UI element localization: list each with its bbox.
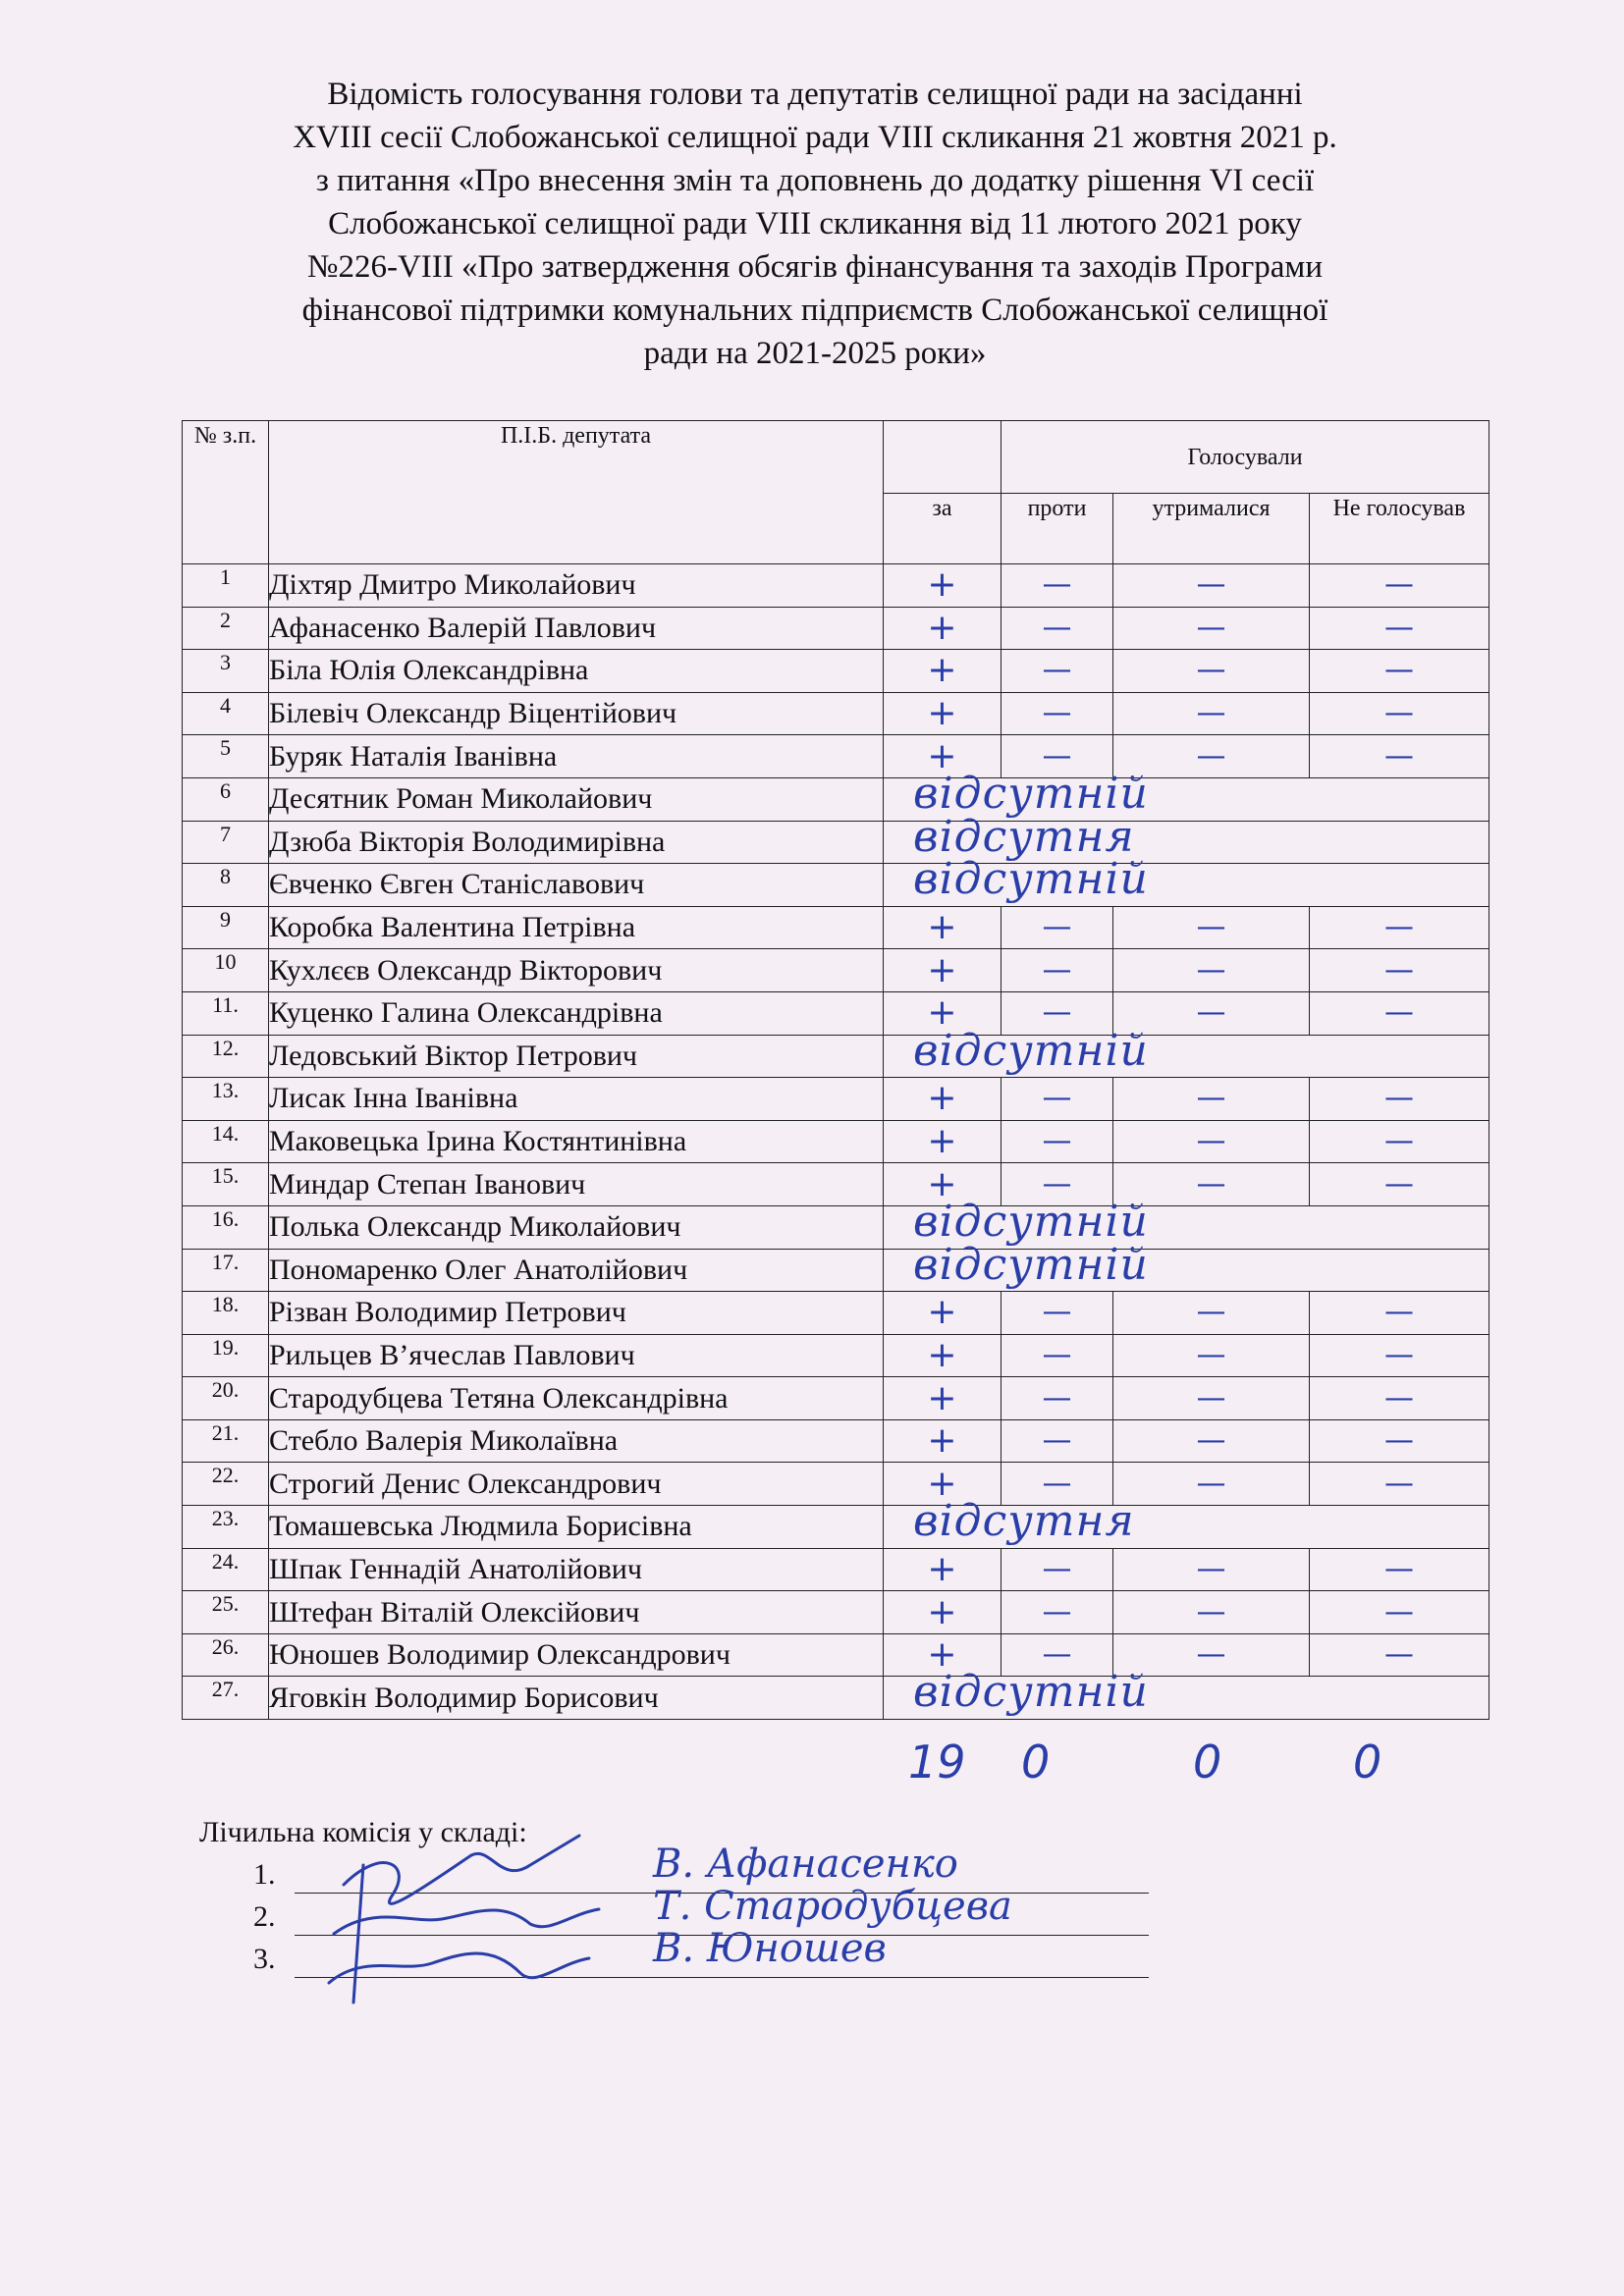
commission-label: Лічильна комісія у складі: bbox=[199, 1816, 527, 1848]
vote-for-mark-cell bbox=[884, 692, 1001, 735]
title-line: Слобожанської селищної ради VIII скликання від 11 лютого 2021 року bbox=[328, 206, 1302, 241]
vote-abstained-mark: — bbox=[1196, 1423, 1226, 1459]
absent-mark: відсутня bbox=[913, 811, 1135, 862]
table-row bbox=[183, 735, 1489, 778]
row-number: 25. bbox=[183, 1591, 269, 1634]
row-number: 3 bbox=[183, 650, 269, 693]
voting-table-body bbox=[183, 564, 1489, 1720]
vote-for-mark: + bbox=[927, 564, 957, 606]
vote-against-mark: — bbox=[1042, 1466, 1072, 1501]
vote-not-voted-mark-cell bbox=[1310, 735, 1489, 778]
vote-for-mark-cell bbox=[884, 1120, 1001, 1163]
vote-against-mark-cell bbox=[1001, 650, 1113, 693]
deputy-name: Штефан Віталій Олексійович bbox=[269, 1591, 884, 1634]
vote-not-voted-mark-cell bbox=[1310, 1419, 1489, 1463]
vote-for-mark-cell bbox=[884, 1377, 1001, 1420]
vote-not-voted-mark: — bbox=[1384, 952, 1415, 988]
absent-mark: відсутній bbox=[913, 1239, 1149, 1290]
vote-abstained-mark-cell bbox=[1113, 1078, 1310, 1121]
row-number: 13. bbox=[183, 1078, 269, 1121]
voting-table bbox=[182, 420, 1489, 1720]
absent-mark: відсутній bbox=[913, 768, 1149, 819]
vote-not-voted-mark: — bbox=[1384, 1081, 1415, 1116]
commission-member-name: В. Афанасенко bbox=[653, 1842, 958, 1887]
vote-not-voted-mark: — bbox=[1384, 1124, 1415, 1159]
signature-stroke bbox=[353, 1865, 363, 2002]
vote-abstained-mark-cell bbox=[1113, 692, 1310, 735]
vote-against-mark: — bbox=[1042, 1337, 1072, 1372]
vote-not-voted-mark-cell bbox=[1310, 564, 1489, 608]
vote-abstained-mark-cell bbox=[1113, 1419, 1310, 1463]
table-row bbox=[183, 692, 1489, 735]
vote-for-mark-cell bbox=[884, 1548, 1001, 1591]
vote-for-mark: + bbox=[927, 949, 957, 990]
absent-cell bbox=[884, 1667, 1489, 1720]
vote-against-mark-cell bbox=[1001, 1120, 1113, 1163]
total-abstained: 0 bbox=[1193, 1735, 1222, 1789]
vote-against-mark-cell bbox=[1001, 1377, 1113, 1420]
row-number: 4 bbox=[183, 692, 269, 735]
vote-not-voted-mark: — bbox=[1384, 1637, 1415, 1673]
title-line: з питання «Про внесення змін та доповнень до додатку рішення VI сесії bbox=[315, 163, 1315, 198]
row-number: 19. bbox=[183, 1334, 269, 1377]
vote-against-mark: — bbox=[1042, 696, 1072, 731]
vote-against-mark: — bbox=[1042, 1423, 1072, 1459]
document-title bbox=[177, 73, 1453, 375]
commission-member-name: Т. Стародубцева bbox=[653, 1884, 1012, 1929]
signature-3 bbox=[329, 1953, 589, 1983]
vote-against-mark: — bbox=[1042, 995, 1072, 1031]
vote-for-mark-cell bbox=[884, 607, 1001, 650]
row-number: 1 bbox=[183, 564, 269, 608]
deputy-name: Стародубцева Тетяна Олександрівна bbox=[269, 1377, 884, 1420]
table-row bbox=[183, 1677, 1489, 1720]
vote-abstained-mark-cell bbox=[1113, 906, 1310, 949]
deputy-name: Маковецька Ірина Костянтинівна bbox=[269, 1120, 884, 1163]
deputy-name: Томашевська Людмила Борисівна bbox=[269, 1506, 884, 1549]
deputy-name: Стебло Валерія Миколаївна bbox=[269, 1419, 884, 1463]
table-row bbox=[183, 1205, 1489, 1249]
row-number: 8 bbox=[183, 864, 269, 907]
vote-not-voted-mark: — bbox=[1384, 1166, 1415, 1201]
row-number: 10 bbox=[183, 949, 269, 992]
vote-not-voted-mark-cell bbox=[1310, 1377, 1489, 1420]
absent-cell bbox=[884, 1239, 1489, 1292]
vote-for-mark: + bbox=[927, 650, 957, 691]
deputy-name: Кухлєєв Олександр Вікторович bbox=[269, 949, 884, 992]
deputy-name: Ледовський Віктор Петрович bbox=[269, 1035, 884, 1078]
row-number: 6 bbox=[183, 777, 269, 821]
table-row bbox=[183, 864, 1489, 907]
row-number: 23. bbox=[183, 1506, 269, 1549]
vote-not-voted-mark: — bbox=[1384, 1551, 1415, 1586]
vote-not-voted-mark-cell bbox=[1310, 1591, 1489, 1634]
vote-against-mark-cell bbox=[1001, 564, 1113, 608]
vote-for-mark: + bbox=[927, 1121, 957, 1162]
vote-against-mark-cell bbox=[1001, 1078, 1113, 1121]
vote-for-mark: + bbox=[927, 1420, 957, 1462]
row-number: 5 bbox=[183, 735, 269, 778]
deputy-name: Десятник Роман Миколайович bbox=[269, 777, 884, 821]
vote-not-voted-mark-cell bbox=[1310, 949, 1489, 992]
vote-abstained-mark: — bbox=[1196, 1466, 1226, 1501]
row-number: 20. bbox=[183, 1377, 269, 1420]
vote-against-mark-cell bbox=[1001, 607, 1113, 650]
vote-not-voted-mark-cell bbox=[1310, 906, 1489, 949]
table-row bbox=[183, 1548, 1489, 1591]
table-row bbox=[183, 777, 1489, 821]
vote-abstained-mark-cell bbox=[1113, 1377, 1310, 1420]
header-voted: Голосували bbox=[1001, 421, 1489, 494]
vote-abstained-mark-cell bbox=[1113, 564, 1310, 608]
vote-not-voted-mark: — bbox=[1384, 1466, 1415, 1501]
vote-against-mark: — bbox=[1042, 1551, 1072, 1586]
vote-against-mark-cell bbox=[1001, 1419, 1113, 1463]
vote-for-mark: + bbox=[927, 1463, 957, 1504]
absent-mark: відсутній bbox=[913, 1025, 1149, 1076]
vote-abstained-mark-cell bbox=[1113, 1463, 1310, 1506]
vote-for-mark-cell bbox=[884, 650, 1001, 693]
absent-mark: відсутній bbox=[913, 1667, 1149, 1718]
vote-for-mark: + bbox=[927, 1078, 957, 1119]
vote-against-mark: — bbox=[1042, 1295, 1072, 1330]
table-row bbox=[183, 1035, 1489, 1078]
absent-cell bbox=[884, 1496, 1489, 1549]
vote-for-mark: + bbox=[927, 1634, 957, 1676]
commission-num: 3. bbox=[253, 1943, 276, 1975]
table-row bbox=[183, 1377, 1489, 1420]
vote-not-voted-mark-cell bbox=[1310, 991, 1489, 1035]
vote-for-mark: + bbox=[927, 693, 957, 734]
table-row bbox=[183, 1120, 1489, 1163]
deputy-name: Дзюба Вікторія Володимирівна bbox=[269, 821, 884, 864]
table-row bbox=[183, 906, 1489, 949]
deputy-name: Полька Олександр Миколайович bbox=[269, 1205, 884, 1249]
vote-abstained-mark: — bbox=[1196, 1295, 1226, 1330]
vote-for-mark-cell bbox=[884, 1419, 1001, 1463]
vote-abstained-mark-cell bbox=[1113, 607, 1310, 650]
vote-against-mark-cell bbox=[1001, 1334, 1113, 1377]
vote-abstained-mark-cell bbox=[1113, 1292, 1310, 1335]
vote-against-mark: — bbox=[1042, 1166, 1072, 1201]
deputy-name: Юношев Володимир Олександрович bbox=[269, 1633, 884, 1677]
vote-abstained-mark: — bbox=[1196, 1637, 1226, 1673]
vote-abstained-mark: — bbox=[1196, 653, 1226, 688]
vote-for-mark-cell bbox=[884, 1591, 1001, 1634]
table-row bbox=[183, 1163, 1489, 1206]
header-for: за bbox=[884, 494, 1001, 564]
vote-abstained-mark: — bbox=[1196, 995, 1226, 1031]
vote-for-mark: + bbox=[927, 1163, 957, 1204]
vote-not-voted-mark-cell bbox=[1310, 1334, 1489, 1377]
title-line: фінансової підтримки комунальних підприємств Слобожанської селищної bbox=[301, 293, 1328, 328]
vote-against-mark: — bbox=[1042, 1380, 1072, 1415]
vote-abstained-mark: — bbox=[1196, 1380, 1226, 1415]
table-row bbox=[183, 564, 1489, 608]
deputy-name: Буряк Наталія Іванівна bbox=[269, 735, 884, 778]
row-number: 18. bbox=[183, 1292, 269, 1335]
vote-not-voted-mark: — bbox=[1384, 910, 1415, 945]
vote-not-voted-mark: — bbox=[1384, 696, 1415, 731]
row-number: 14. bbox=[183, 1120, 269, 1163]
table-row bbox=[183, 821, 1489, 864]
row-number: 27. bbox=[183, 1677, 269, 1720]
commission-num: 1. bbox=[253, 1858, 276, 1891]
absent-cell bbox=[884, 1025, 1489, 1078]
vote-abstained-mark-cell bbox=[1113, 1548, 1310, 1591]
vote-against-mark: — bbox=[1042, 653, 1072, 688]
table-row bbox=[183, 1292, 1489, 1335]
vote-abstained-mark-cell bbox=[1113, 650, 1310, 693]
row-number: 17. bbox=[183, 1249, 269, 1292]
deputy-name: Афанасенко Валерій Павлович bbox=[269, 607, 884, 650]
total-not-voted: 0 bbox=[1353, 1735, 1382, 1789]
header-name: П.І.Б. депутата bbox=[269, 421, 884, 564]
vote-against-mark-cell bbox=[1001, 1292, 1113, 1335]
row-number: 22. bbox=[183, 1463, 269, 1506]
vote-against-mark-cell bbox=[1001, 949, 1113, 992]
vote-not-voted-mark: — bbox=[1384, 1423, 1415, 1459]
vote-abstained-mark: — bbox=[1196, 952, 1226, 988]
title-line: Відомість голосування голови та депутатів селищної ради на засіданні bbox=[327, 77, 1303, 112]
table-row bbox=[183, 607, 1489, 650]
vote-against-mark: — bbox=[1042, 1594, 1072, 1629]
vote-for-mark: + bbox=[927, 607, 957, 648]
vote-for-mark-cell bbox=[884, 949, 1001, 992]
table-row bbox=[183, 1078, 1489, 1121]
absent-mark: відсутній bbox=[913, 1196, 1149, 1247]
vote-for-mark-cell bbox=[884, 1078, 1001, 1121]
vote-for-mark-cell bbox=[884, 1292, 1001, 1335]
vote-against-mark: — bbox=[1042, 738, 1072, 774]
row-number: 21. bbox=[183, 1419, 269, 1463]
table-row bbox=[183, 1633, 1489, 1677]
vote-abstained-mark: — bbox=[1196, 1124, 1226, 1159]
deputy-name: Яговкін Володимир Борисович bbox=[269, 1677, 884, 1720]
row-number: 26. bbox=[183, 1633, 269, 1677]
vote-against-mark-cell bbox=[1001, 692, 1113, 735]
vote-abstained-mark-cell bbox=[1113, 1334, 1310, 1377]
deputy-name: Різван Володимир Петрович bbox=[269, 1292, 884, 1335]
table-row bbox=[183, 1334, 1489, 1377]
vote-against-mark: — bbox=[1042, 1124, 1072, 1159]
row-number: 24. bbox=[183, 1548, 269, 1591]
deputy-name: Білевіч Олександр Віцентійович bbox=[269, 692, 884, 735]
table-row bbox=[183, 650, 1489, 693]
vote-abstained-mark: — bbox=[1196, 567, 1226, 603]
vote-for-mark: + bbox=[927, 1591, 957, 1632]
vote-abstained-mark: — bbox=[1196, 610, 1226, 645]
vote-not-voted-mark-cell bbox=[1310, 692, 1489, 735]
deputy-name: Миндар Степан Іванович bbox=[269, 1163, 884, 1206]
vote-for-mark: + bbox=[927, 1334, 957, 1375]
vote-not-voted-mark: — bbox=[1384, 1594, 1415, 1629]
table-row bbox=[183, 1249, 1489, 1292]
vote-not-voted-mark-cell bbox=[1310, 1292, 1489, 1335]
signature-2 bbox=[334, 1909, 599, 1934]
vote-abstained-mark-cell bbox=[1113, 949, 1310, 992]
header-against: проти bbox=[1001, 494, 1113, 564]
title-line: XVIII сесії Слобожанської селищної ради VIII скликання 21 жовтня 2021 р. bbox=[293, 120, 1337, 155]
vote-not-voted-mark: — bbox=[1384, 610, 1415, 645]
vote-abstained-mark: — bbox=[1196, 738, 1226, 774]
vote-for-mark: + bbox=[927, 1548, 957, 1589]
vote-abstained-mark: — bbox=[1196, 1081, 1226, 1116]
vote-abstained-mark: — bbox=[1196, 1166, 1226, 1201]
deputy-name: Пономаренко Олег Анатолійович bbox=[269, 1249, 884, 1292]
vote-abstained-mark: — bbox=[1196, 1551, 1226, 1586]
vote-not-voted-mark-cell bbox=[1310, 1120, 1489, 1163]
commission-num: 2. bbox=[253, 1900, 276, 1933]
deputy-name: Рильцев В’ячеслав Павлович bbox=[269, 1334, 884, 1377]
row-number: 15. bbox=[183, 1163, 269, 1206]
table-row bbox=[183, 991, 1489, 1035]
vote-not-voted-mark: — bbox=[1384, 738, 1415, 774]
row-number: 9 bbox=[183, 906, 269, 949]
header-not-voted: Не голосував bbox=[1310, 494, 1489, 564]
vote-not-voted-mark-cell bbox=[1310, 1078, 1489, 1121]
vote-abstained-mark: — bbox=[1196, 696, 1226, 731]
absent-mark: відсутній bbox=[913, 854, 1149, 905]
signature-1 bbox=[344, 1836, 579, 1903]
vote-not-voted-mark-cell bbox=[1310, 650, 1489, 693]
vote-against-mark: — bbox=[1042, 567, 1072, 603]
vote-not-voted-mark-cell bbox=[1310, 1633, 1489, 1677]
header-empty bbox=[884, 421, 1001, 494]
vote-for-mark-cell bbox=[884, 564, 1001, 608]
vote-for-mark-cell bbox=[884, 906, 1001, 949]
vote-not-voted-mark-cell bbox=[1310, 607, 1489, 650]
vote-against-mark: — bbox=[1042, 910, 1072, 945]
absent-cell bbox=[884, 854, 1489, 907]
vote-for-mark: + bbox=[927, 735, 957, 776]
vote-not-voted-mark-cell bbox=[1310, 1548, 1489, 1591]
vote-abstained-mark-cell bbox=[1113, 1591, 1310, 1634]
vote-not-voted-mark: — bbox=[1384, 995, 1415, 1031]
vote-not-voted-mark: — bbox=[1384, 653, 1415, 688]
total-against: 0 bbox=[1021, 1735, 1051, 1789]
deputy-name: Євченко Євген Станіславович bbox=[269, 864, 884, 907]
table-row bbox=[183, 949, 1489, 992]
vote-abstained-mark: — bbox=[1196, 1337, 1226, 1372]
row-number: 7 bbox=[183, 821, 269, 864]
signatures-scribble bbox=[324, 1826, 677, 2012]
table-row bbox=[183, 1506, 1489, 1549]
deputy-name: Строгий Денис Олександрович bbox=[269, 1463, 884, 1506]
vote-not-voted-mark: — bbox=[1384, 1295, 1415, 1330]
vote-against-mark: — bbox=[1042, 952, 1072, 988]
vote-against-mark: — bbox=[1042, 1081, 1072, 1116]
vote-against-mark-cell bbox=[1001, 1548, 1113, 1591]
commission-member-name: В. Юношев bbox=[653, 1926, 887, 1971]
row-number: 2 bbox=[183, 607, 269, 650]
vote-for-mark: + bbox=[927, 1292, 957, 1333]
deputy-name: Лисак Інна Іванівна bbox=[269, 1078, 884, 1121]
vote-against-mark: — bbox=[1042, 610, 1072, 645]
vote-against-mark-cell bbox=[1001, 1591, 1113, 1634]
total-for: 19 bbox=[908, 1735, 966, 1789]
vote-abstained-mark: — bbox=[1196, 1594, 1226, 1629]
vote-for-mark: + bbox=[927, 1377, 957, 1418]
vote-not-voted-mark: — bbox=[1384, 1380, 1415, 1415]
vote-not-voted-mark-cell bbox=[1310, 1163, 1489, 1206]
vote-abstained-mark: — bbox=[1196, 910, 1226, 945]
vote-not-voted-mark-cell bbox=[1310, 1463, 1489, 1506]
vote-not-voted-mark: — bbox=[1384, 1337, 1415, 1372]
deputy-name: Шпак Геннадій Анатолійович bbox=[269, 1548, 884, 1591]
header-abstained: утрималися bbox=[1113, 494, 1310, 564]
deputy-name: Біла Юлія Олександрівна bbox=[269, 650, 884, 693]
vote-against-mark-cell bbox=[1001, 906, 1113, 949]
deputy-name: Куценко Галина Олександрівна bbox=[269, 991, 884, 1035]
deputy-name: Коробка Валентина Петрівна bbox=[269, 906, 884, 949]
row-number: 11. bbox=[183, 991, 269, 1035]
vote-abstained-mark-cell bbox=[1113, 1120, 1310, 1163]
vote-for-mark: + bbox=[927, 992, 957, 1034]
vote-not-voted-mark: — bbox=[1384, 567, 1415, 603]
title-line: ради на 2021-2025 роки» bbox=[643, 336, 987, 371]
table-row bbox=[183, 1463, 1489, 1506]
header-num: № з.п. bbox=[183, 421, 269, 564]
vote-for-mark-cell bbox=[884, 1334, 1001, 1377]
title-line: №226-VIII «Про затвердження обсягів фінансування та заходів Програми bbox=[307, 249, 1323, 285]
vote-against-mark: — bbox=[1042, 1637, 1072, 1673]
deputy-name: Діхтяр Дмитро Миколайович bbox=[269, 564, 884, 608]
row-number: 16. bbox=[183, 1205, 269, 1249]
vote-for-mark: + bbox=[927, 907, 957, 948]
table-row bbox=[183, 1419, 1489, 1463]
absent-mark: відсутня bbox=[913, 1496, 1135, 1547]
row-number: 12. bbox=[183, 1035, 269, 1078]
table-row bbox=[183, 1591, 1489, 1634]
